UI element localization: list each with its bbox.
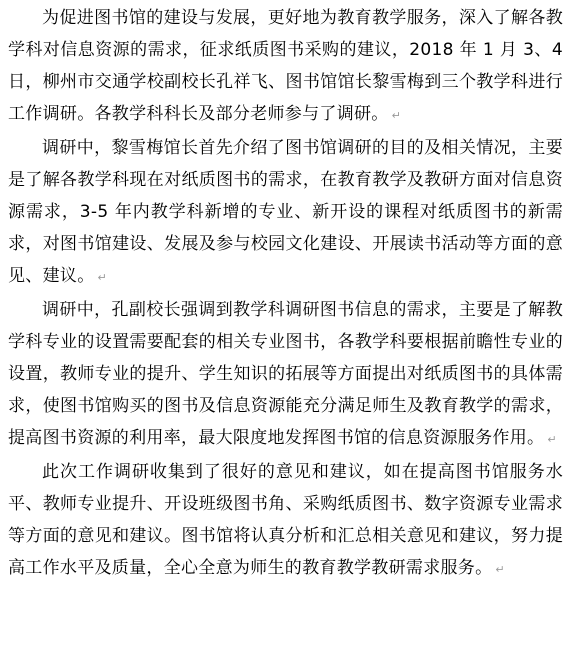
paragraph-3-text: 调研中，孔副校长强调到教学科调研图书信息的需求，主要是了解教学科专业的设置需要配套的相关专业图书，各教学科要根据前瞻性专业的设置，教师专业的提升、学生知识的拓展等方面提出对纸质图书的具体需求，使图书馆购买的图书及信息资源能充分满足师生及教育教学的需求，提高图书资源的利用率，最大限度地发挥图书馆的信息资源服务作用。: [8, 300, 563, 448]
paragraph-2: [8, 132, 563, 294]
paragraph-2-text: 调研中，黎雪梅馆长首先介绍了图书馆调研的目的及相关情况，主要是了解各教学科现在对纸质图书的需求，在教育教学及教研方面对信息资源需求，3-5 年内教学科新增的专业、新开设的课程对纸质图书的新需求，对图书馆建设、发展及参与校园文化建设、开展读书活动等方面的意见、建议。: [8, 138, 563, 286]
paragraph-mark-icon: ↵: [495, 563, 505, 576]
paragraph-mark-icon: ↵: [391, 109, 402, 122]
paragraph-3: [8, 294, 563, 456]
paragraph-4-text: 此次工作调研收集到了很好的意见和建议，如在提高图书馆服务水平、教师专业提升、开设班级图书角、采购纸质图书、数字资源专业需求等方面的意见和建议。图书馆将认真分析和汇总相关意见和建议，努力提高工作水平及质量，全心全意为师生的教育教学教研需求服务。: [8, 462, 563, 578]
paragraph-1: [8, 2, 563, 132]
paragraph-1-text: 为促进图书馆的建设与发展，更好地为教育教学服务，深入了解各教学科对信息资源的需求，征求纸质图书采购的建议，2018 年 1 月 3、4 日，柳州市交通学校副校长孔祥飞、图书馆馆长黎雪梅到三个教学科进行工作调研。各教学科科长及部分老师参与了调研。: [8, 8, 563, 124]
paragraph-4: [8, 456, 563, 586]
paragraph-mark-icon: ↵: [97, 271, 108, 284]
paragraph-mark-icon: ↵: [547, 433, 557, 446]
